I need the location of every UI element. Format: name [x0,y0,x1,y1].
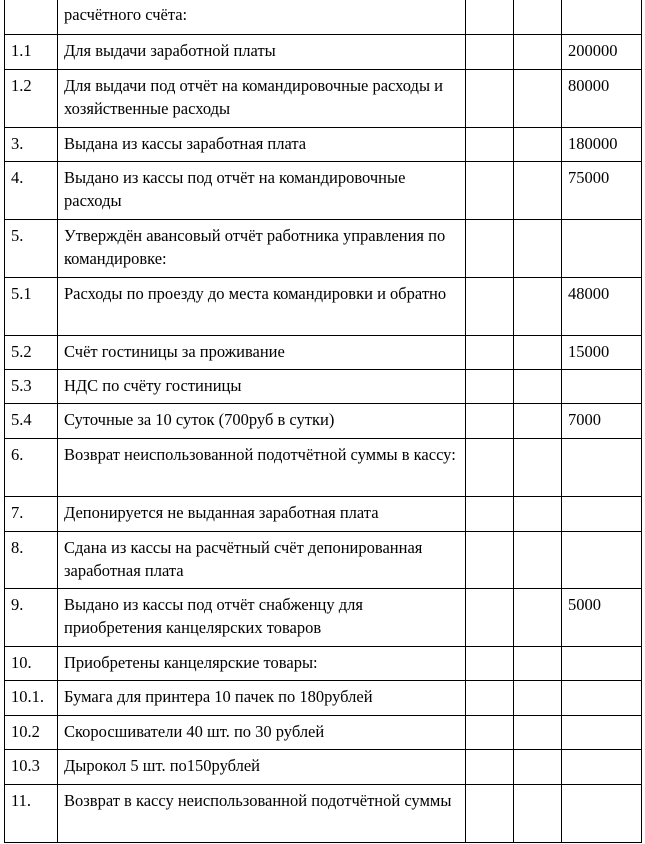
entry-number-cell [5,0,58,35]
debit-account-cell [466,404,514,439]
debit-account-cell [466,35,514,70]
description-cell: Дырокол 5 шт. по150рублей [58,750,466,785]
amount-cell: 5000 [562,589,642,647]
entry-number-cell: 6. [5,439,58,497]
amount-cell: 200000 [562,35,642,70]
credit-account-cell [514,497,562,532]
description-cell: Бумага для принтера 10 пачек по 180рублей [58,681,466,716]
debit-account-cell [466,750,514,785]
entry-number-cell: 10.2 [5,716,58,750]
entry-number-cell: 5.4 [5,404,58,439]
entry-number-cell: 8. [5,532,58,589]
amount-cell [562,370,642,404]
description-cell: Счёт гостиницы за проживание [58,336,466,370]
description-cell: Выдана из кассы заработная плата [58,128,466,162]
entry-number-cell: 5.2 [5,336,58,370]
table-row [5,220,642,278]
entry-number-cell: 9. [5,589,58,647]
transactions-table-body [5,0,642,843]
entry-number-cell: 10.3 [5,750,58,785]
description-cell: Суточные за 10 суток (700руб в сутки) [58,404,466,439]
description-cell: Возврат неиспользованной подотчётной суммы в кассу: [58,439,466,497]
amount-cell [562,785,642,843]
debit-account-cell [466,589,514,647]
entry-number-cell: 1.2 [5,70,58,128]
table-row [5,532,642,589]
amount-cell [562,497,642,532]
entry-number-cell: 10.1. [5,681,58,716]
credit-account-cell [514,785,562,843]
table-row [5,716,642,750]
amount-cell: 180000 [562,128,642,162]
entry-number-cell: 5.3 [5,370,58,404]
credit-account-cell [514,681,562,716]
table-row [5,128,642,162]
credit-account-cell [514,35,562,70]
table-row [5,589,642,647]
table-row [5,785,642,843]
debit-account-cell [466,0,514,35]
debit-account-cell [466,439,514,497]
debit-account-cell [466,336,514,370]
amount-cell [562,716,642,750]
debit-account-cell [466,278,514,336]
amount-cell [562,220,642,278]
table-row [5,497,642,532]
amount-cell: 80000 [562,70,642,128]
credit-account-cell [514,336,562,370]
description-cell: Сдана из кассы на расчётный счёт депонированная заработная плата [58,532,466,589]
debit-account-cell [466,220,514,278]
table-row [5,647,642,681]
table-row [5,681,642,716]
amount-cell [562,750,642,785]
description-cell: Приобретены канцелярские товары: [58,647,466,681]
description-cell: Выдано из кассы под отчёт на командировочные расходы [58,162,466,220]
credit-account-cell [514,589,562,647]
credit-account-cell [514,278,562,336]
description-cell: НДС по счёту гостиницы [58,370,466,404]
credit-account-cell [514,532,562,589]
transactions-table [4,0,642,843]
credit-account-cell [514,370,562,404]
description-cell: Скоросшиватели 40 шт. по 30 рублей [58,716,466,750]
credit-account-cell [514,70,562,128]
amount-cell: 15000 [562,336,642,370]
entry-number-cell: 3. [5,128,58,162]
debit-account-cell [466,497,514,532]
credit-account-cell [514,162,562,220]
credit-account-cell [514,128,562,162]
table-row [5,750,642,785]
description-cell: Для выдачи заработной платы [58,35,466,70]
table-row [5,0,642,35]
debit-account-cell [466,128,514,162]
description-cell: Выдано из кассы под отчёт снабженцу для приобретения канцелярских товаров [58,589,466,647]
description-cell: Депонируется не выданная заработная плата [58,497,466,532]
entry-number-cell: 5. [5,220,58,278]
debit-account-cell [466,70,514,128]
entry-number-cell: 10. [5,647,58,681]
entry-number-cell: 4. [5,162,58,220]
description-cell: Для выдачи под отчёт на командировочные расходы и хозяйственные расходы [58,70,466,128]
debit-account-cell [466,785,514,843]
table-row [5,404,642,439]
table-row [5,278,642,336]
credit-account-cell [514,750,562,785]
table-row [5,439,642,497]
description-cell: расчётного счёта: [58,0,466,35]
credit-account-cell [514,0,562,35]
debit-account-cell [466,370,514,404]
amount-cell [562,439,642,497]
credit-account-cell [514,439,562,497]
debit-account-cell [466,162,514,220]
amount-cell [562,681,642,716]
entry-number-cell: 5.1 [5,278,58,336]
amount-cell: 7000 [562,404,642,439]
credit-account-cell [514,220,562,278]
entry-number-cell: 1.1 [5,35,58,70]
debit-account-cell [466,716,514,750]
debit-account-cell [466,647,514,681]
table-row [5,35,642,70]
description-cell: Утверждён авансовый отчёт работника управления по командировке: [58,220,466,278]
debit-account-cell [466,532,514,589]
amount-cell: 75000 [562,162,642,220]
credit-account-cell [514,716,562,750]
amount-cell: 48000 [562,278,642,336]
table-row [5,162,642,220]
amount-cell [562,647,642,681]
description-cell: Расходы по проезду до места командировки и обратно [58,278,466,336]
description-cell: Возврат в кассу неиспользованной подотчётной суммы [58,785,466,843]
entry-number-cell: 11. [5,785,58,843]
table-row [5,370,642,404]
amount-cell [562,0,642,35]
table-row [5,336,642,370]
credit-account-cell [514,647,562,681]
entry-number-cell: 7. [5,497,58,532]
debit-account-cell [466,681,514,716]
table-row [5,70,642,128]
credit-account-cell [514,404,562,439]
amount-cell [562,532,642,589]
